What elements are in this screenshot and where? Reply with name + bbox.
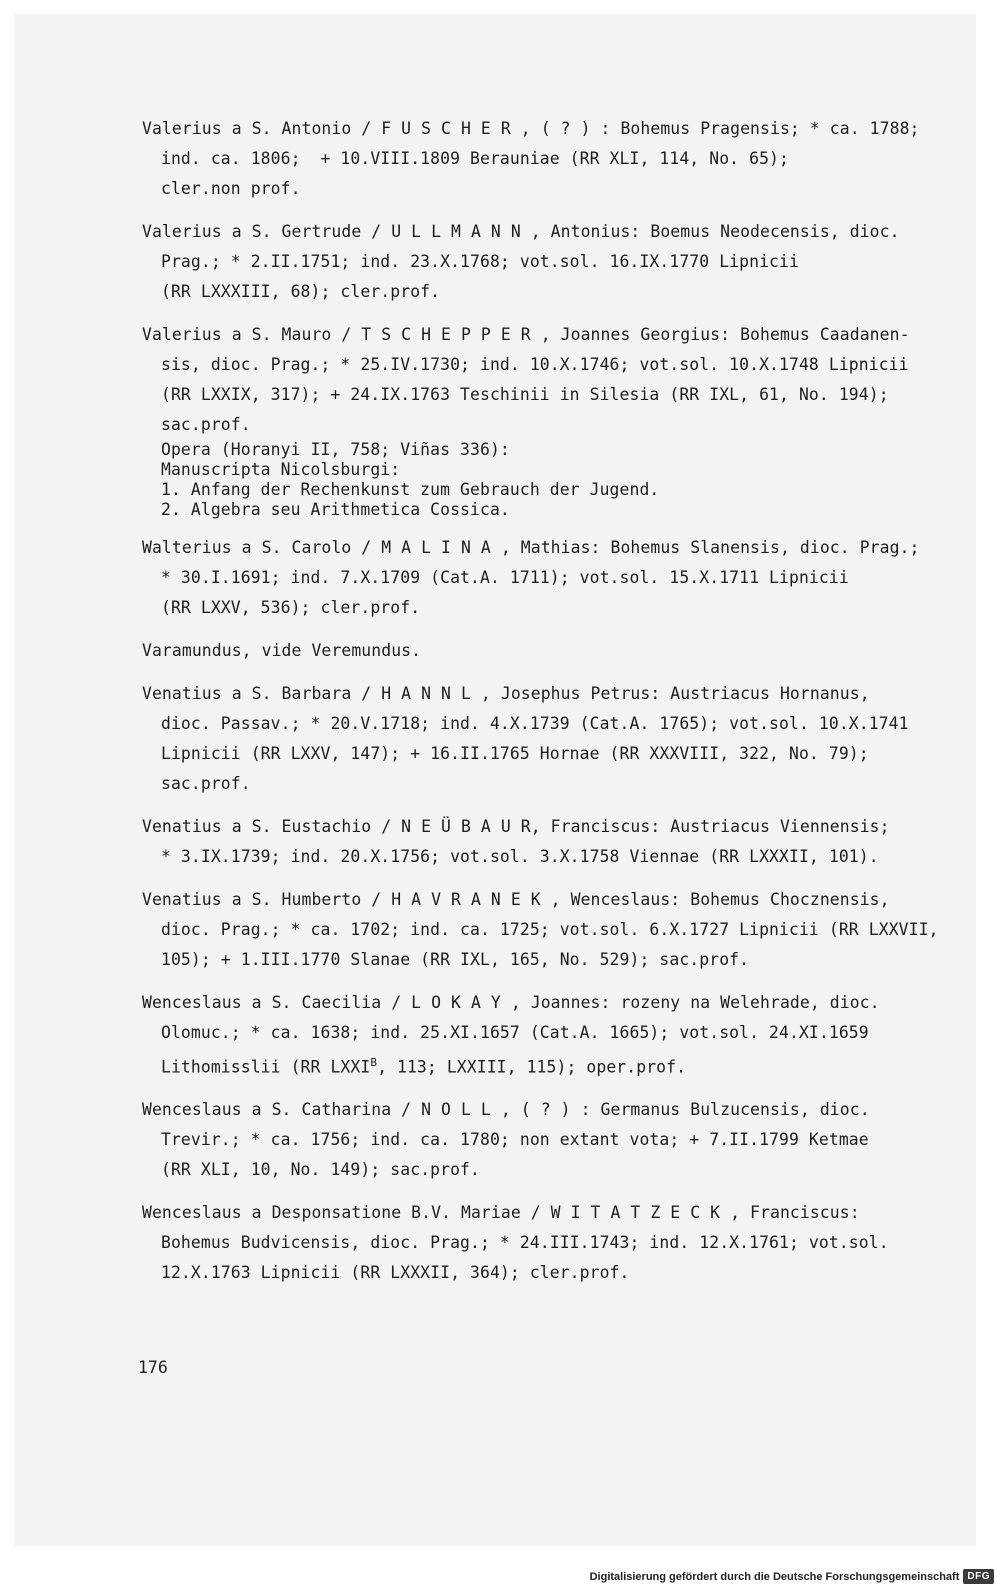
catalog-entry <box>142 885 972 975</box>
entry-line: Prag.; * 2.II.1751; ind. 23.X.1768; vot.sol. 16.IX.1770 Lipnicii <box>161 252 799 271</box>
opera-line: Opera (Horanyi II, 758; Viñas 336): <box>161 440 510 459</box>
entry-heading-line: Venatius a S. Eustachio / N E Ü B A U R, Franciscus: Austriacus Viennensis; <box>142 817 890 836</box>
entry-line: dioc. Prag.; * ca. 1702; ind. ca. 1725; vot.sol. 6.X.1727 Lipnicii (RR LXXVII, <box>161 920 939 939</box>
page-number: 176 <box>138 1358 168 1377</box>
catalog-entry <box>142 320 972 520</box>
entry-line: sac.prof. <box>161 415 251 434</box>
entry-heading-line: Valerius a S. Antonio / F U S C H E R , ( ? ) : Bohemus Pragensis; * ca. 1788; <box>142 119 920 138</box>
entry-heading-line: Walterius a S. Carolo / M A L I N A , Mathias: Bohemus Slanensis, dioc. Prag.; <box>142 538 920 557</box>
entry-line: sis, dioc. Prag.; * 25.IV.1730; ind. 10.X.1746; vot.sol. 10.X.1748 Lipnicii <box>161 355 909 374</box>
catalog-entry <box>142 679 972 799</box>
catalog-entry <box>142 114 972 204</box>
entry-heading-line: Wenceslaus a S. Caecilia / L O K A Y , Joannes: rozeny na Welehrade, dioc. <box>142 993 880 1012</box>
catalog-entry <box>142 636 972 666</box>
opera-line: 1. Anfang der Rechenkunst zum Gebrauch der Jugend. <box>161 480 660 499</box>
catalog-entry <box>142 533 972 623</box>
credit-text: Digitalisierung gefördert durch die Deutsche Forschungsgemeinschaft <box>589 1570 960 1583</box>
entry-line: Lipnicii (RR LXXV, 147); + 16.II.1765 Hornae (RR XXXVIII, 322, No. 79); <box>161 744 869 763</box>
entry-line: 12.X.1763 Lipnicii (RR LXXXII, 364); cler.prof. <box>161 1263 630 1283</box>
entry-line: Lithomisslii (RR $LXXI^B$, 113; LXXIII, 115); oper.prof. <box>161 1056 687 1077</box>
digitization-credit <box>590 1569 994 1584</box>
catalog-entry <box>142 1198 972 1288</box>
entry-line: (RR XLI, 10, No. 149); sac.prof. <box>161 1160 480 1180</box>
entry-heading-line: Valerius a S. Mauro / T S C H E P P E R , Joannes Georgius: Bohemus Caadanen- <box>142 325 910 344</box>
entry-heading-line: Varamundus, vide Veremundus. <box>142 641 422 660</box>
entry-line: * 3.IX.1739; ind. 20.X.1756; vot.sol. 3.X.1758 Viennae (RR LXXXII, 101). <box>161 847 879 866</box>
entry-list <box>142 114 972 1301</box>
entry-heading-line: Wenceslaus a Desponsatione B.V. Mariae / W I T A T Z E C K , Franciscus: <box>142 1203 860 1223</box>
catalog-entry <box>142 1095 972 1185</box>
entry-heading-line: Valerius a S. Gertrude / U L L M A N N , Antonius: Boemus Neodecensis, dioc. <box>142 222 900 241</box>
entry-line: (RR LXXIX, 317); + 24.IX.1763 Teschinii in Silesia (RR IXL, 61, No. 194); <box>161 385 889 404</box>
entry-line: (RR LXXXIII, 68); cler.prof. <box>161 282 441 301</box>
scanned-page <box>14 14 976 1546</box>
entry-line: Olomuc.; * ca. 1638; ind. 25.XI.1657 (Cat.A. 1665); vot.sol. 24.XI.1659 <box>161 1023 869 1042</box>
catalog-entry <box>142 217 972 307</box>
entry-line: dioc. Passav.; * 20.V.1718; ind. 4.X.1739 (Cat.A. 1765); vot.sol. 10.X.1741 <box>161 714 909 733</box>
catalog-entry <box>142 812 972 872</box>
opera-line: 2. Algebra seu Arithmetica Cossica. <box>161 500 510 519</box>
entry-line: cler.non prof. <box>161 179 301 198</box>
entry-heading-line: Venatius a S. Humberto / H A V R A N E K , Wenceslaus: Bohemus Chocznensis, <box>142 890 890 909</box>
entry-heading-line: Venatius a S. Barbara / H A N N L , Josephus Petrus: Austriacus Hornanus, <box>142 684 870 703</box>
dfg-logo: DFG <box>963 1569 994 1584</box>
opera-line: Manuscripta Nicolsburgi: <box>161 460 401 479</box>
entry-line: * 30.I.1691; ind. 7.X.1709 (Cat.A. 1711); vot.sol. 15.X.1711 Lipnicii <box>161 568 849 587</box>
entry-line: Trevir.; * ca. 1756; ind. ca. 1780; non extant vota; + 7.II.1799 Ketmae <box>161 1130 869 1150</box>
entry-line: sac.prof. <box>161 774 251 793</box>
opera-list <box>142 440 972 520</box>
catalog-entry <box>142 988 972 1082</box>
entry-heading-line: Wenceslaus a S. Catharina / N O L L , ( ? ) : Germanus Bulzucensis, dioc. <box>142 1100 870 1120</box>
entry-line: (RR LXXV, 536); cler.prof. <box>161 598 421 617</box>
entry-line: Bohemus Budvicensis, dioc. Prag.; * 24.III.1743; ind. 12.X.1761; vot.sol. <box>161 1233 889 1253</box>
entry-line: 105); + 1.III.1770 Slanae (RR IXL, 165, No. 529); sac.prof. <box>161 950 750 969</box>
entry-line: ind. ca. 1806; + 10.VIII.1809 Berauniae (RR XLI, 114, No. 65); <box>161 149 789 168</box>
